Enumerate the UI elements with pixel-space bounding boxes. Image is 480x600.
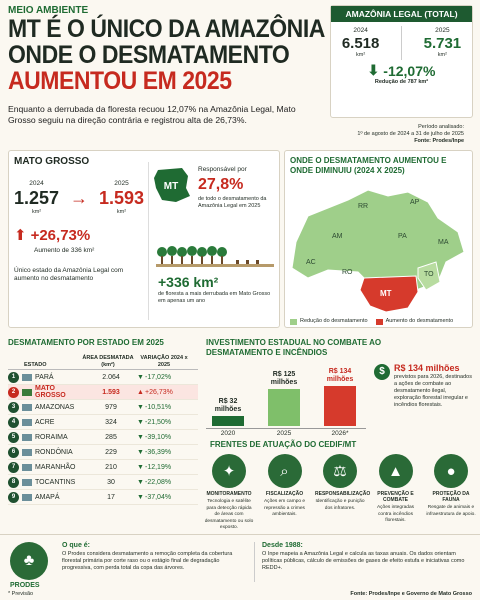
table-row <box>8 460 198 475</box>
mt-2024-label: 2024 <box>29 180 44 187</box>
since-text: O Inpe mapeia a Amazônia Legal e calcula as taxas anuais. Os dados orientam políticas públicas, cálculo de emissões de gases de efeito estufa e iniciativas como REDD+. <box>262 551 465 571</box>
mt-2024-unit: km² <box>31 209 42 215</box>
period-label: Período analisado: <box>418 124 464 130</box>
state-area: 285 <box>105 433 117 441</box>
total-change: -12,07% <box>383 62 436 79</box>
mt-years <box>14 180 144 283</box>
arrow-up-icon: ⬆ <box>14 227 27 244</box>
total-2025-label: 2025 <box>435 27 450 34</box>
state-area: 17 <box>107 493 115 501</box>
table-row <box>8 490 198 505</box>
investment-highlight: R$ 134 milhões <box>394 363 460 373</box>
state-arrow-icon: ▼ <box>137 493 144 501</box>
state-var: -10,51% <box>145 403 172 411</box>
mt-title: MATO GROSSO <box>14 156 90 167</box>
rank-badge: 2 <box>8 387 19 398</box>
state-var: -21,50% <box>145 418 172 426</box>
total-box-title: AMAZÔNIA LEGAL (TOTAL) <box>331 6 472 22</box>
col-area: ÁREA DESMATADA (km²) <box>82 355 134 368</box>
headline-line-2: ONDE O DESMATAMENTO <box>8 41 290 69</box>
paw-icon: ● <box>434 454 468 488</box>
mt-state-abbr: MT <box>163 181 179 192</box>
map-legend <box>290 318 453 325</box>
total-reduction: Redução de 787 km² <box>374 79 429 85</box>
mt-increase: Aumento de 336 km² <box>34 247 95 254</box>
trees-illustration <box>156 244 274 268</box>
front-text: Resgate de animais e infraestrutura de apoio. <box>426 505 476 517</box>
table-row <box>8 415 198 430</box>
front-title: RESPONSABILIZAÇÃO <box>315 491 371 497</box>
legend-swatch-reduction <box>290 319 297 325</box>
state-flag-icon <box>22 494 32 501</box>
state-area: 324 <box>105 418 117 426</box>
mt-change: +26,73% <box>30 226 91 244</box>
front-fauna <box>426 454 476 518</box>
total-2025-unit: km² <box>437 52 447 58</box>
lead-text: Enquanto a derrubada da floresta recuou 12,07% na Amazônia Legal, Mato Grosso seguiu na direção contrária e registrou alta de 26,73%. <box>8 104 296 125</box>
investment-bar-label: R$ 125 milhões <box>270 370 298 386</box>
state-flag-icon <box>22 419 32 426</box>
table-row <box>8 475 198 490</box>
what-title: O que é: <box>62 542 91 549</box>
state-area: 30 <box>107 478 115 486</box>
state-name: AMAPÁ <box>35 493 60 501</box>
legend-reduction: Redução do desmatamento <box>300 318 368 324</box>
state-var: -36,39% <box>145 448 172 456</box>
front-text: Ações integradas contra incêndios florestais. <box>376 505 415 523</box>
state-var: -37,04% <box>145 493 172 501</box>
state-name: RONDÔNIA <box>35 448 73 456</box>
extra-km: +336 km² <box>158 274 219 290</box>
state-name: MATO GROSSO <box>35 385 66 399</box>
state-arrow-icon: ▼ <box>137 373 144 381</box>
since-title: Desde 1988: <box>262 542 303 549</box>
state-flag-icon <box>22 374 32 381</box>
state-arrow-icon: ▼ <box>137 403 144 411</box>
front-accountability <box>315 454 371 512</box>
table-row <box>8 385 198 400</box>
mt-2024-value: 1.257 <box>14 188 60 208</box>
front-title: FISCALIZAÇÃO <box>265 491 304 497</box>
rank-badge: 3 <box>8 402 19 413</box>
map-label-ro: RO <box>342 269 353 276</box>
state-area: 229 <box>105 448 117 456</box>
total-box <box>330 5 473 118</box>
state-var: -12,19% <box>145 463 172 471</box>
kicker: MEIO AMBIENTE <box>8 5 89 16</box>
rank-badge: 7 <box>8 462 19 473</box>
state-flag-icon <box>22 404 32 411</box>
extra-text: de floresta a mais derrubada em Mato Grosso em apenas um ano <box>158 291 271 304</box>
mt-2025-label: 2025 <box>114 180 129 187</box>
map-label-am: AM <box>332 233 343 240</box>
source-top: Fonte: Prodes/Inpe <box>414 138 464 144</box>
state-name: PARÁ <box>35 373 54 381</box>
investment-bar-label: R$ 32 milhões <box>214 398 242 414</box>
state-table <box>8 352 198 505</box>
investment-chart <box>206 362 366 437</box>
state-arrow-icon: ▼ <box>137 448 144 456</box>
state-arrow-icon: ▼ <box>137 418 144 426</box>
front-prevention <box>371 454 421 525</box>
col-state: ESTADO <box>24 362 47 368</box>
satellite-icon: ✦ <box>212 454 246 488</box>
investment-year: 2020 <box>220 430 236 437</box>
rank-badge: 1 <box>8 372 19 383</box>
scales-icon: ⚖ <box>323 454 357 488</box>
investment-year: 2026* <box>331 430 349 437</box>
state-var: -17,02% <box>145 373 172 381</box>
map-title: ONDE O DESMATAMENTO AUMENTOU E ONDE DIMINUIU (2024 X 2025) <box>290 156 447 175</box>
headline-line-3: AUMENTOU EM 2025 <box>8 67 232 95</box>
rank-badge: 6 <box>8 447 19 458</box>
investment-year: 2025 <box>276 430 292 437</box>
table-row <box>8 445 198 460</box>
map-label-ap: AP <box>410 199 420 206</box>
state-arrow-icon: ▲ <box>137 388 144 396</box>
rank-badge: 9 <box>8 492 19 503</box>
total-2024-label: 2024 <box>353 27 368 34</box>
state-flag-icon <box>22 464 32 471</box>
mt-state-icon <box>152 166 192 204</box>
legend-swatch-increase <box>376 319 383 325</box>
state-name: ACRE <box>35 418 55 426</box>
state-name: AMAZONAS <box>35 403 75 411</box>
state-name: TOCANTINS <box>35 478 76 486</box>
state-arrow-icon: ▼ <box>137 463 144 471</box>
prodes-label: PRODES <box>10 582 40 589</box>
map-label-to: TO <box>424 271 434 278</box>
magnifier-icon: ⌕ <box>268 454 302 488</box>
map-label-rr: RR <box>358 203 369 210</box>
investment-bar <box>324 386 356 426</box>
fronts-title: FRENTES DE ATUAÇÃO DO CEDIF/MT <box>210 440 357 449</box>
coins-icon: $ <box>374 364 390 380</box>
rank-badge: 4 <box>8 417 19 428</box>
front-text: Tecnologia e satélite para detecção rápida de áreas com desmatamento ou solo exposto. <box>204 499 254 530</box>
map-label-ac: AC <box>306 259 316 266</box>
investment-bar <box>212 416 244 426</box>
responsible-pct: 27,8% <box>198 176 244 193</box>
total-2025-value: 5.731 <box>423 35 462 52</box>
state-arrow-icon: ▼ <box>137 433 144 441</box>
state-area: 210 <box>105 463 117 471</box>
arrow-down-icon: ⬇ <box>367 62 380 78</box>
front-inspection <box>260 454 310 519</box>
state-name: RORAIMA <box>35 433 68 441</box>
state-var: -22,08% <box>145 478 172 486</box>
period: 1º de agosto de 2024 a 31 de julho de 2025 <box>357 131 464 137</box>
fronts-list <box>204 454 476 532</box>
investment-bar-label: R$ 134 milhões <box>326 368 354 383</box>
total-2024-value: 6.518 <box>341 35 380 52</box>
headline-line-1: MT É O ÚNICO DA AMAZÔNIA <box>8 15 325 43</box>
state-var: +26,73% <box>145 388 173 396</box>
front-monitoring <box>204 454 254 532</box>
front-text: Identificação e punição dos infratores. <box>315 499 365 511</box>
state-flag-icon <box>22 449 32 456</box>
front-title: PREVENÇÃO E COMBATE <box>377 491 414 503</box>
state-area: 979 <box>105 403 117 411</box>
state-var: -39,10% <box>145 433 172 441</box>
trees-icon <box>156 244 274 268</box>
front-text: Ações em campo e repressão a crimes ambientais. <box>263 499 306 517</box>
investment-highlight-text: previstos para 2026, destinados a ações de combate ao desmatamento ilegal, exploração florestal irregular e incêndios florestais. <box>394 374 472 408</box>
responsible-text: de todo o desmatamento da Amazônia Legal em 2025 <box>198 196 267 209</box>
total-2024-unit: km² <box>356 52 366 58</box>
mt-note: Único estado da Amazônia Legal com aumento no desmatamento <box>14 267 124 282</box>
mt-2025-unit: km² <box>116 209 127 215</box>
forecast-note: * Previsão <box>8 591 34 597</box>
rank-badge: 8 <box>8 477 19 488</box>
investment-title: INVESTIMENTO ESTADUAL NO COMBATE AO DESMATAMENTO E INCÊNDIOS <box>206 338 382 357</box>
legend-increase: Aumento do desmatamento <box>385 318 454 324</box>
responsible-label: Responsável por <box>198 166 247 173</box>
fire-icon: ▲ <box>379 454 413 488</box>
mt-2025-value: 1.593 <box>98 188 144 208</box>
arrow-right-icon: → <box>70 187 88 208</box>
state-name: MARANHÃO <box>35 463 76 471</box>
state-area: 2.064 <box>102 373 120 381</box>
state-flag-icon <box>22 389 32 396</box>
state-arrow-icon: ▼ <box>137 478 144 486</box>
state-flag-icon <box>22 479 32 486</box>
col-var: VARIAÇÃO 2024 x 2025 <box>140 355 188 368</box>
rank-badge: 5 <box>8 432 19 443</box>
map-label-pa: PA <box>398 233 407 240</box>
investment-bar <box>268 389 300 426</box>
table-row <box>8 400 198 415</box>
front-title: PROTEÇÃO DA FAUNA <box>432 491 470 503</box>
front-title: MONITORAMENTO <box>206 491 252 497</box>
state-flag-icon <box>22 434 32 441</box>
map-label-mt: MT <box>380 289 392 298</box>
prodes-logo-icon: ♣ <box>10 542 48 580</box>
table-row <box>8 370 198 385</box>
what-text: O Prodes considera desmatamento a remoção completa da cobertura florestal primária por corte raso ou o estágio final de degradação progressiva, com perda total da copa das árvores. <box>62 551 233 571</box>
table-title: DESMATAMENTO POR ESTADO EM 2025 <box>8 338 164 347</box>
table-row <box>8 430 198 445</box>
footer-source: Fonte: Prodes/Inpe e Governo de Mato Grosso <box>350 591 472 597</box>
state-area: 1.593 <box>102 388 120 396</box>
map-label-ma: MA <box>438 239 449 246</box>
amazon-map <box>288 182 470 316</box>
